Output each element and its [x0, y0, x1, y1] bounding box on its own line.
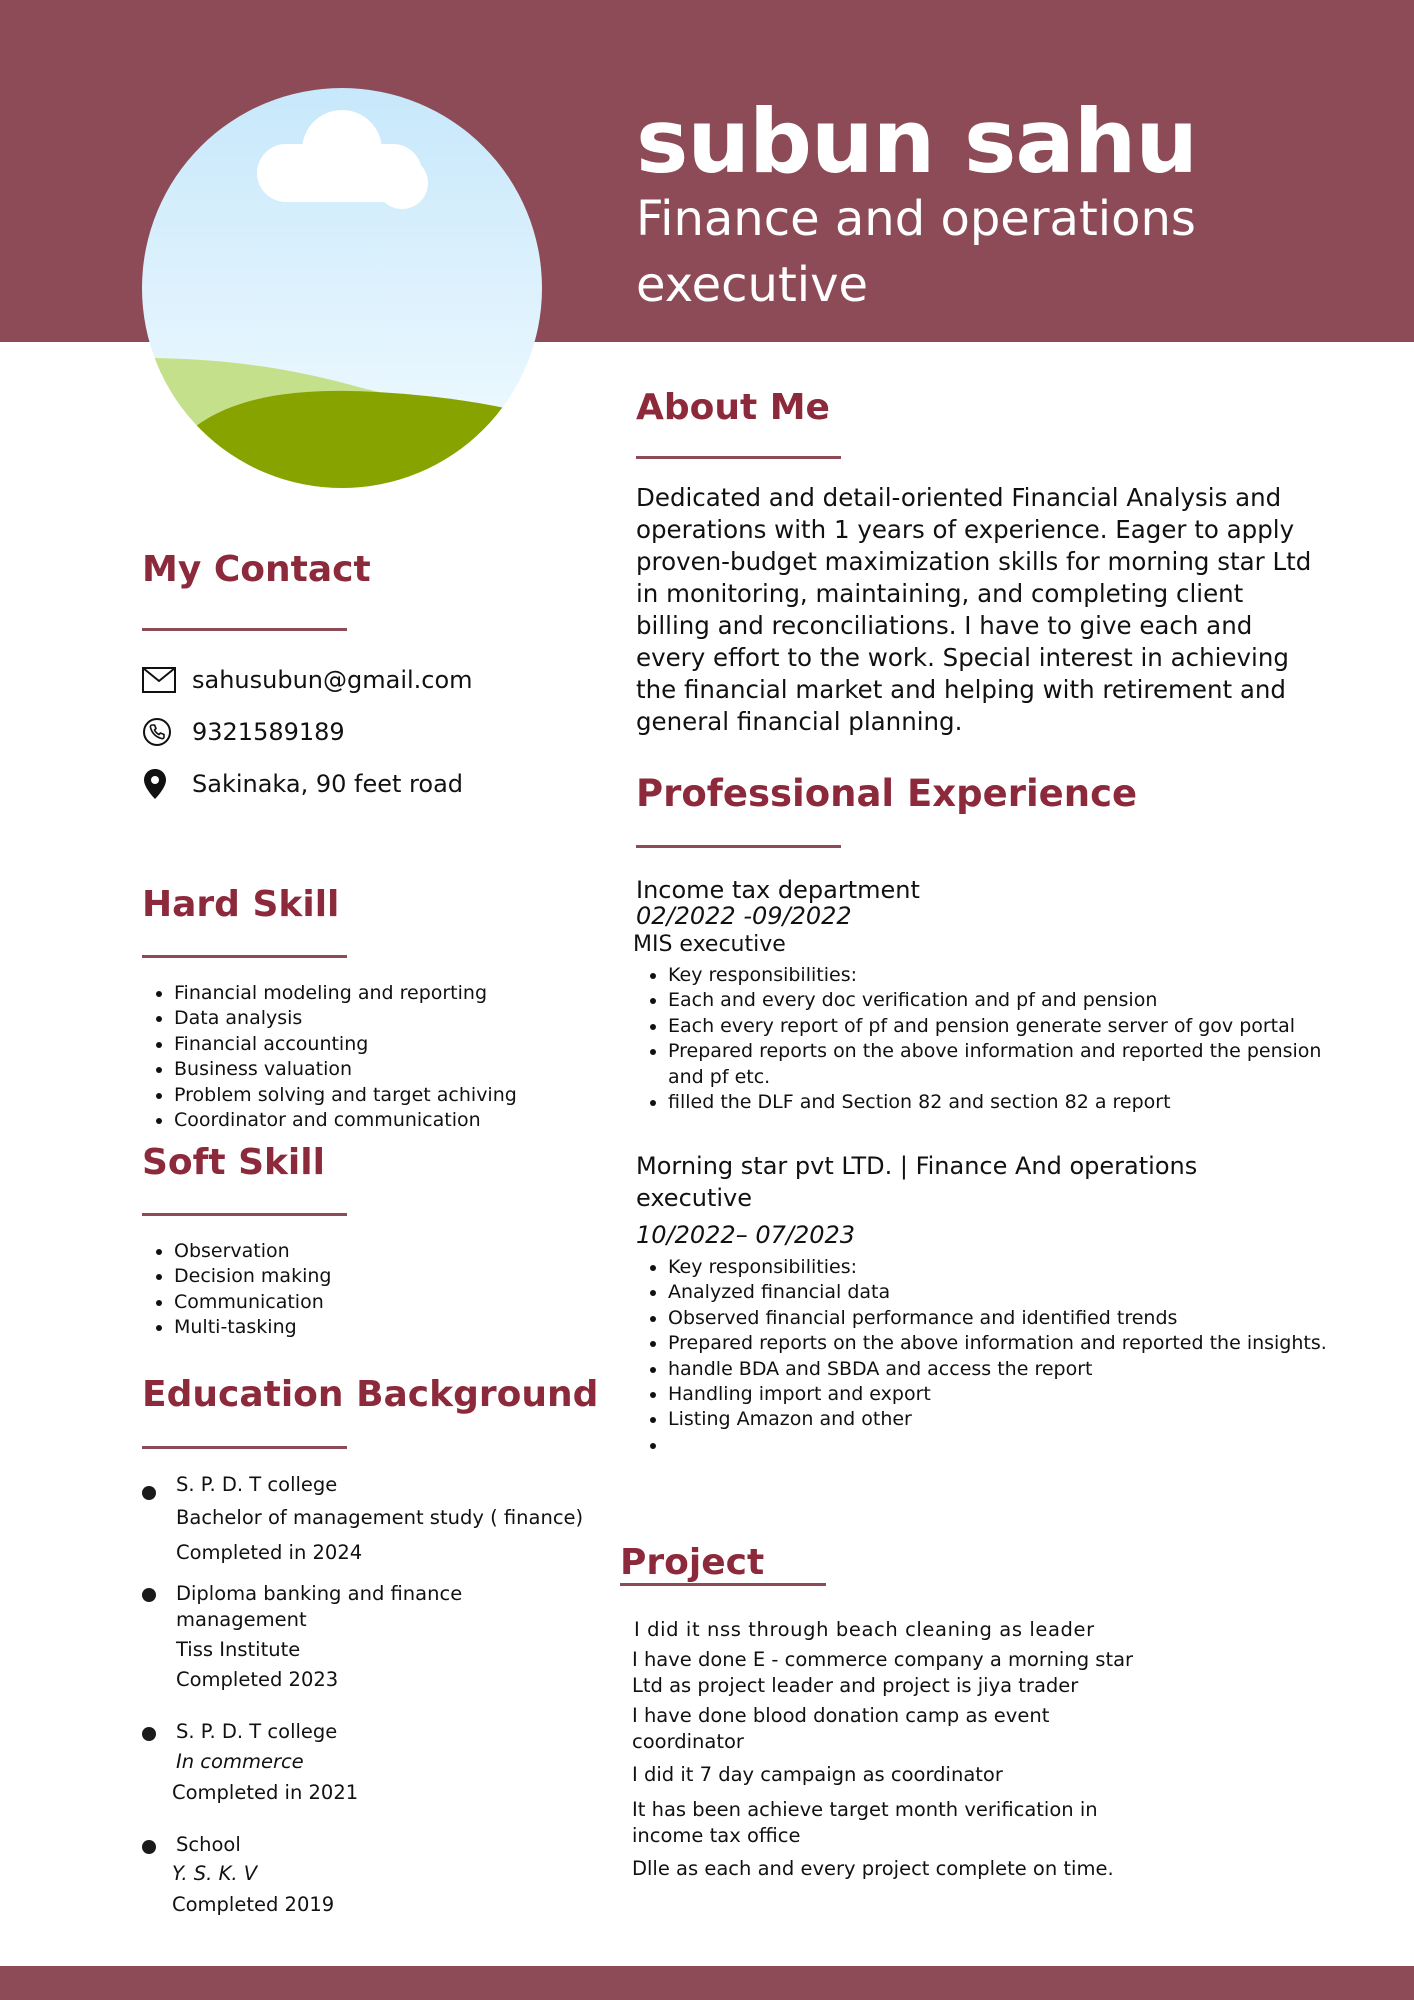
soft-skill-list	[142, 1239, 331, 1341]
education-heading: Education Background	[142, 1374, 599, 1415]
list-item: • Business valuation	[174, 1057, 517, 1082]
list-item: • Problem solving and target achiving	[174, 1083, 517, 1108]
job-title: MIS executive	[633, 932, 786, 957]
list-item: • Prepared reports on the above information and reported the pension and pf etc.	[668, 1039, 1332, 1090]
list-item: • filled the DLF and Section 82 and section 82 a report	[668, 1090, 1332, 1115]
job-responsibilities	[636, 1255, 1332, 1458]
job-company: Morning star pvt LTD. | Finance And operations executive	[636, 1152, 1198, 1212]
hard-skill-list	[142, 981, 517, 1133]
hard-skill-divider	[142, 955, 347, 958]
job-title-tagline: Finance and operations executive	[636, 191, 1196, 313]
education-school: School	[176, 1833, 241, 1856]
education-school: S. P. D. T college	[176, 1720, 338, 1743]
experience-divider	[636, 845, 841, 848]
contact-divider	[142, 628, 347, 631]
list-item: • Key responsibilities:	[668, 963, 1332, 988]
education-bullet	[142, 1588, 156, 1602]
list-item: • Listing Amazon and other	[668, 1407, 1332, 1432]
list-item: • handle BDA and SBDA and access the report	[668, 1357, 1332, 1382]
education-degree: Diploma banking and finance management	[176, 1582, 463, 1631]
project-item: I have done E - commerce company a morning star Ltd as project leader and project is jiya trader	[632, 1648, 1134, 1697]
project-divider	[620, 1583, 826, 1586]
soft-skill-divider	[142, 1213, 347, 1216]
profile-photo-placeholder	[142, 88, 542, 488]
job-dates: 10/2022– 07/2023	[636, 1221, 856, 1249]
list-item: • Communication	[174, 1290, 331, 1315]
about-text: Dedicated and detail-oriented Financial Analysis and operations with 1 years of experience. Eager to apply proven-budget maximization skills for morning star Ltd in monitoring, maintaining, and completing client billing and reconciliations. I have to give each and every effort to the work. Special interest in achieving the financial market and helping with retirement and general financial planning.	[636, 483, 1312, 736]
experience-heading: Professional Experience	[636, 772, 1138, 815]
list-item: • Multi-tasking	[174, 1315, 331, 1340]
list-item: • Coordinator and communication	[174, 1108, 517, 1133]
list-item: • Each and every doc verification and pf and pension	[668, 988, 1332, 1013]
education-degree: In commerce	[176, 1750, 304, 1773]
project-item: It has been achieve target month verification in income tax office	[632, 1798, 1098, 1847]
project-item: I have done blood donation camp as event coordinator	[632, 1704, 1050, 1753]
list-item: • Handling import and export	[668, 1382, 1332, 1407]
project-item: Dlle as each and every project complete on time.	[632, 1857, 1114, 1880]
project-heading: Project	[620, 1542, 765, 1583]
contact-heading: My Contact	[142, 549, 371, 590]
list-item: • Decision making	[174, 1264, 331, 1289]
list-item: • Financial modeling and reporting	[174, 981, 517, 1006]
education-completion: Completed in 2021	[172, 1781, 359, 1804]
contact-phone-row	[142, 715, 345, 749]
envelope-icon	[142, 663, 176, 697]
phone-icon	[142, 715, 176, 749]
list-item: • Observed financial performance and identified trends	[668, 1306, 1332, 1331]
contact-email-row	[142, 663, 473, 697]
list-item: • Each every report of pf and pension generate server of gov portal	[668, 1014, 1332, 1039]
soft-skill-heading: Soft Skill	[142, 1142, 325, 1183]
education-divider	[142, 1446, 347, 1449]
education-completion: Completed 2023	[176, 1668, 339, 1691]
footer-band	[0, 1966, 1414, 2000]
list-item	[668, 1433, 1332, 1458]
education-bullet	[142, 1486, 156, 1500]
hard-skill-heading: Hard Skill	[142, 884, 340, 925]
education-degree: Bachelor of management study ( finance)	[176, 1506, 584, 1529]
contact-address-row	[142, 767, 463, 801]
job-responsibilities	[636, 963, 1332, 1115]
education-school-name: Y. S. K. V	[172, 1862, 258, 1885]
education-school: Tiss Institute	[176, 1638, 301, 1661]
list-item: • Data analysis	[174, 1006, 517, 1031]
education-bullet	[142, 1727, 156, 1741]
list-item: • Prepared reports on the above information and reported the insights.	[668, 1331, 1332, 1356]
list-item: • Financial accounting	[174, 1032, 517, 1057]
list-item: • Observation	[174, 1239, 331, 1264]
job-dates: 02/2022 -09/2022	[636, 902, 852, 930]
list-item: • Analyzed financial data	[668, 1280, 1332, 1305]
location-pin-icon	[142, 767, 176, 801]
contact-phone[interactable]: 9321589189	[192, 718, 345, 746]
project-item: I did it nss through beach cleaning as leader	[634, 1618, 1095, 1641]
contact-email[interactable]: sahusubun@gmail.com	[192, 666, 473, 694]
about-heading: About Me	[636, 387, 830, 428]
resume-name: subun sahu	[636, 90, 1198, 193]
education-bullet	[142, 1840, 156, 1854]
project-item: I did it 7 day campaign as coordinator	[632, 1763, 1003, 1786]
education-school: S. P. D. T college	[176, 1473, 338, 1496]
about-divider	[636, 456, 841, 459]
education-completion: Completed 2019	[172, 1893, 335, 1916]
contact-address: Sakinaka, 90 feet road	[192, 770, 464, 798]
list-item: • Key responsibilities:	[668, 1255, 1332, 1280]
education-completion: Completed in 2024	[176, 1541, 363, 1564]
job-company: Income tax department	[636, 876, 920, 904]
